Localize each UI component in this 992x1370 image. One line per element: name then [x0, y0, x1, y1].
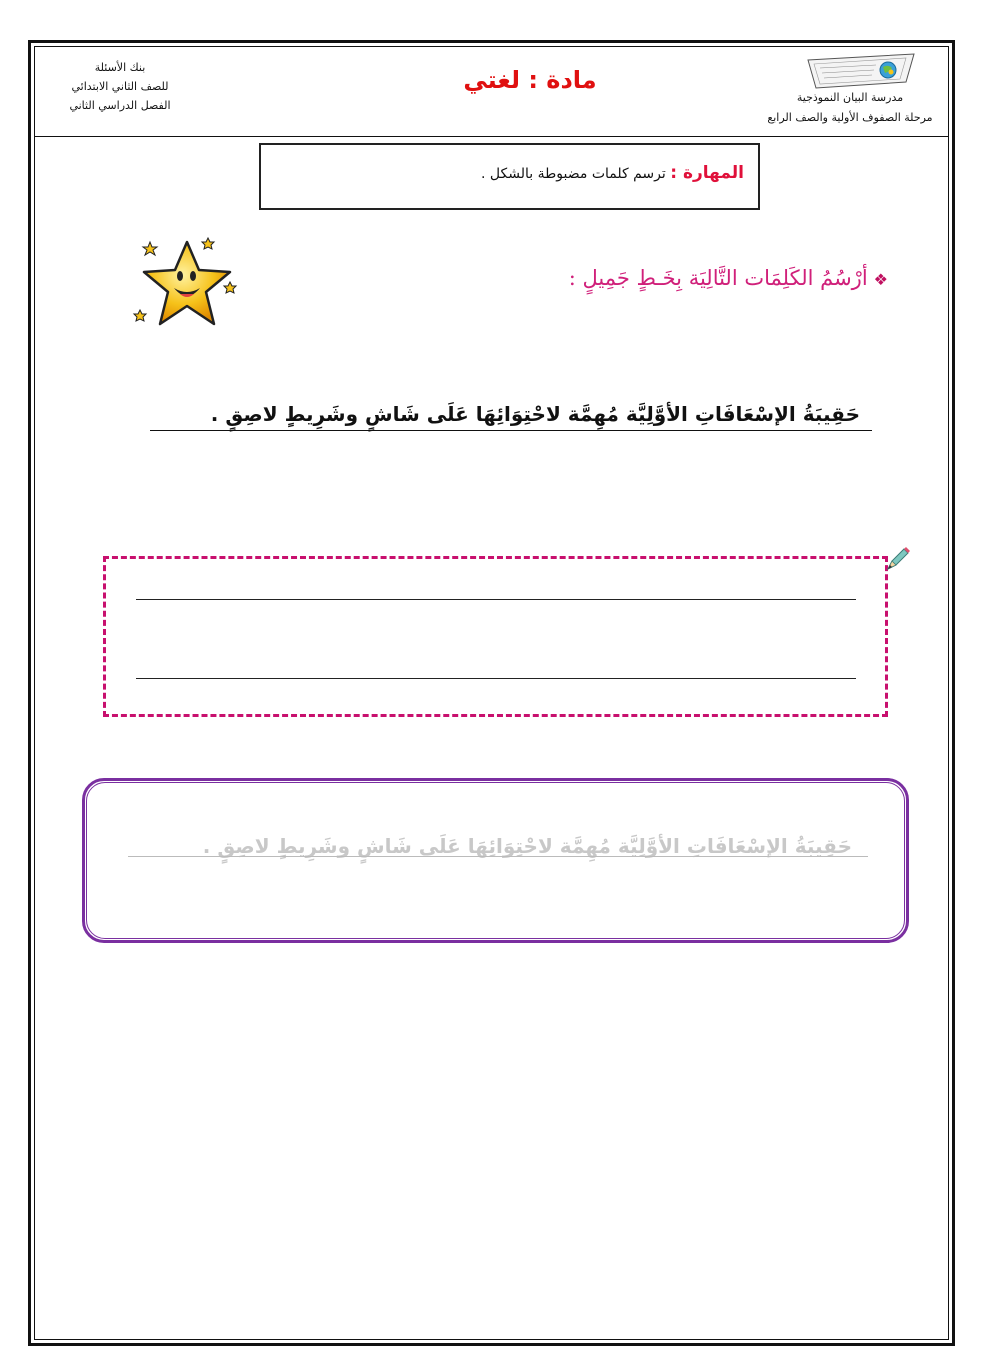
header-right-line: مرحلة الصفوف الأولية والصف الرابع [767, 111, 933, 124]
instruction-text: أرْسُمُ الكَلِمَات التَّالِيَة بِخَـطٍ جَمِيلٍ : [568, 266, 868, 290]
smiling-star-icon [130, 232, 245, 332]
header-separator [34, 136, 949, 137]
header-right-info [740, 88, 960, 128]
tracing-area-inner-border [86, 782, 905, 939]
school-logo-icon [806, 52, 916, 92]
model-sentence-underline [150, 430, 872, 431]
header-left-line: بنك الأسئلة [94, 61, 146, 74]
skill-box [259, 143, 760, 210]
model-sentence: حَقِيبَةُ الإسْعَافَاتِ الأوَّلِيَّة مُهِمَّة لاحْتِوَائِهَا عَلَى شَاشٍ وشَرِيطٍ لاصِقٍ . [210, 402, 860, 426]
trace-sentence-line [128, 856, 868, 857]
header-left-info [50, 58, 190, 115]
instruction [520, 266, 888, 290]
writing-line[interactable] [136, 678, 856, 679]
subject-title: مادة : لغتي [463, 66, 597, 94]
header-left-line: الفصل الدراسي الثاني [69, 99, 171, 112]
diamond-bullet-icon: ❖ [873, 270, 888, 289]
skill-label: المهارة : [670, 163, 744, 183]
trace-sentence: حَقِيبَةُ الإسْعَافَاتِ الأوَّلِيَّة مُهِمَّة لاحْتِوَائِهَا عَلَى شَاشٍ وشَرِيطٍ لاصِقٍ . [202, 834, 852, 858]
writing-area-box[interactable] [103, 556, 888, 717]
header-left-line: للصف الثاني الابتدائي [71, 80, 169, 93]
pencil-icon [884, 545, 912, 573]
skill-text: ترسم كلمات مضبوطة بالشكل . [481, 166, 666, 182]
header-right-line: مدرسة البيان النموذجية [796, 91, 904, 104]
writing-line[interactable] [136, 599, 856, 600]
